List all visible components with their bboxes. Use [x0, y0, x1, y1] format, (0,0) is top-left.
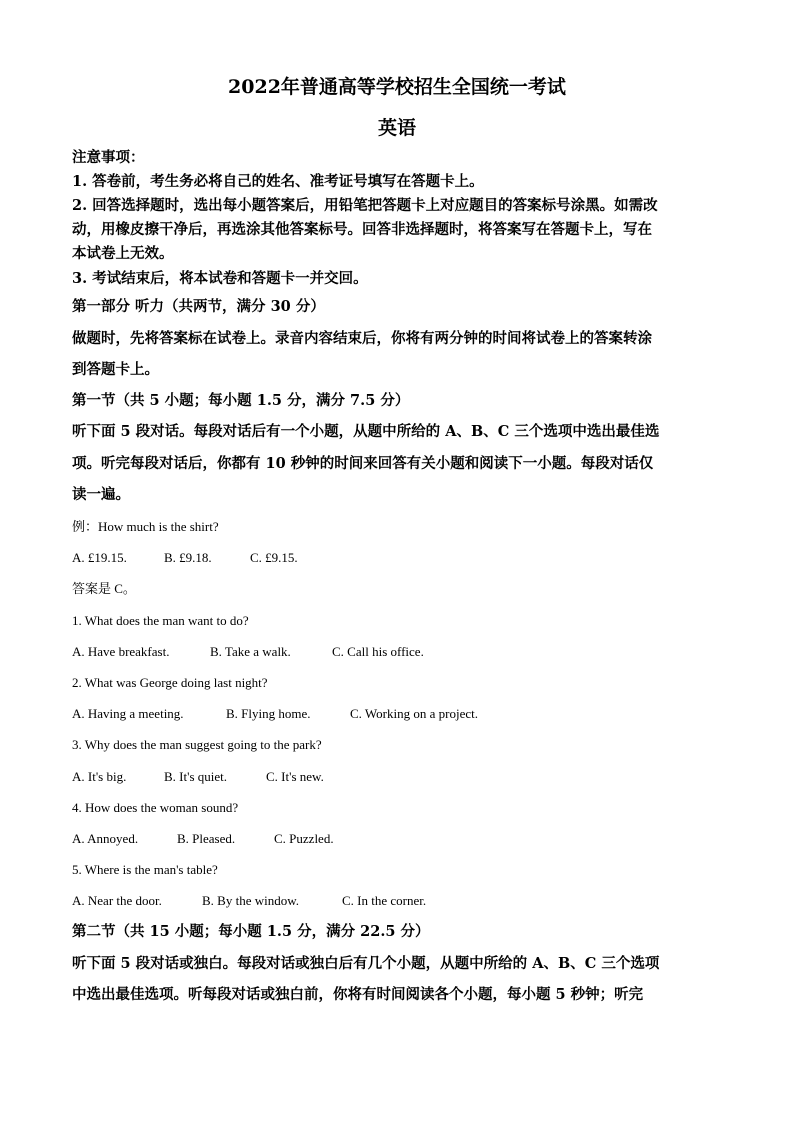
option: B. Flying home.	[226, 706, 311, 721]
notice-item: 3. 考试结束后，将本试卷和答题卡一并交回。	[72, 270, 368, 287]
option: A. Near the door.	[72, 893, 162, 908]
notice-item: 1. 答卷前，考生务必将自己的姓名、准考证号填写在答题卡上。	[72, 173, 484, 190]
option: A. Annoyed.	[72, 831, 139, 846]
section2-instructions: 听下面 5 段对话或独白。每段对话或独白后有几个小题，从题中所给的 A、B、C 三个选项	[72, 955, 660, 972]
option: B. Pleased.	[177, 831, 236, 846]
section1-heading: 第一节（共 5 小题；每小题 1.5 分，满分 7.5 分）	[72, 392, 410, 409]
option: C. Call his office.	[332, 644, 424, 659]
question: 2. What was George doing last night?	[72, 675, 268, 690]
notice-item: 2. 回答选择题时，选出每小题答案后，用铅笔把答题卡上对应题目的答案标号涂黑。如需改	[72, 197, 658, 214]
option: A. Having a meeting.	[72, 706, 184, 721]
example-options	[72, 548, 732, 568]
option: B. By the window.	[202, 893, 300, 908]
section1-instructions: 听下面 5 段对话。每段对话后有一个小题，从题中所给的 A、B、C 三个选项中选出最佳选	[72, 423, 660, 440]
option: B. It's quiet.	[164, 769, 228, 784]
question-options	[72, 642, 732, 662]
notice-item: 本试卷上无效。	[72, 245, 174, 262]
option: C. Puzzled.	[274, 831, 334, 846]
section1-instructions: 项。听完每段对话后，你都有 10 秒钟的时间来回答有关小题和阅读下一小题。每段对话仅	[72, 455, 654, 472]
question: 5. Where is the man's table?	[72, 862, 218, 877]
part1-intro: 做题时，先将答案标在试卷上。录音内容结束后，你将有两分钟的时间将试卷上的答案转涂	[72, 330, 652, 347]
option: C. Working on a project.	[350, 706, 478, 721]
part1-intro: 到答题卡上。	[72, 361, 159, 378]
question-options	[72, 829, 732, 849]
option: C. In the corner.	[342, 893, 427, 908]
question: 1. What does the man want to do?	[72, 613, 249, 628]
question-options	[72, 704, 732, 724]
option: C. £9.15.	[250, 550, 298, 565]
option: B. £9.18.	[164, 550, 212, 565]
question-options	[72, 891, 732, 911]
subject-title: 英语	[377, 117, 416, 139]
question: 3. Why does the man suggest going to the park?	[72, 737, 322, 752]
exam-title: 2022年普通高等学校招生全国统一考试	[228, 76, 566, 98]
example-question: 例：How much is the shirt?	[72, 519, 219, 534]
section1-instructions: 读一遍。	[72, 486, 130, 503]
section2-instructions: 中选出最佳选项。听每段对话或独白前，你将有时间阅读各个小题，每小题 5 秒钟；听完	[72, 986, 644, 1003]
option: C. It's new.	[266, 769, 324, 784]
notice-item: 动，用橡皮擦干净后，再选涂其他答案标号。回答非选择题时，将答案写在答题卡上，写在	[72, 221, 652, 238]
option: A. Have breakfast.	[72, 644, 170, 659]
notice-heading: 注意事项：	[72, 149, 145, 166]
question-options	[72, 767, 732, 787]
section2-heading: 第二节（共 15 小题；每小题 1.5 分，满分 22.5 分）	[72, 923, 430, 940]
part1-heading: 第一部分 听力（共两节，满分 30 分）	[72, 298, 325, 315]
example-answer: 答案是 C。	[72, 581, 136, 596]
option: A. It's big.	[72, 769, 127, 784]
option: B. Take a walk.	[210, 644, 291, 659]
option: A. £19.15.	[72, 550, 127, 565]
question: 4. How does the woman sound?	[72, 800, 239, 815]
